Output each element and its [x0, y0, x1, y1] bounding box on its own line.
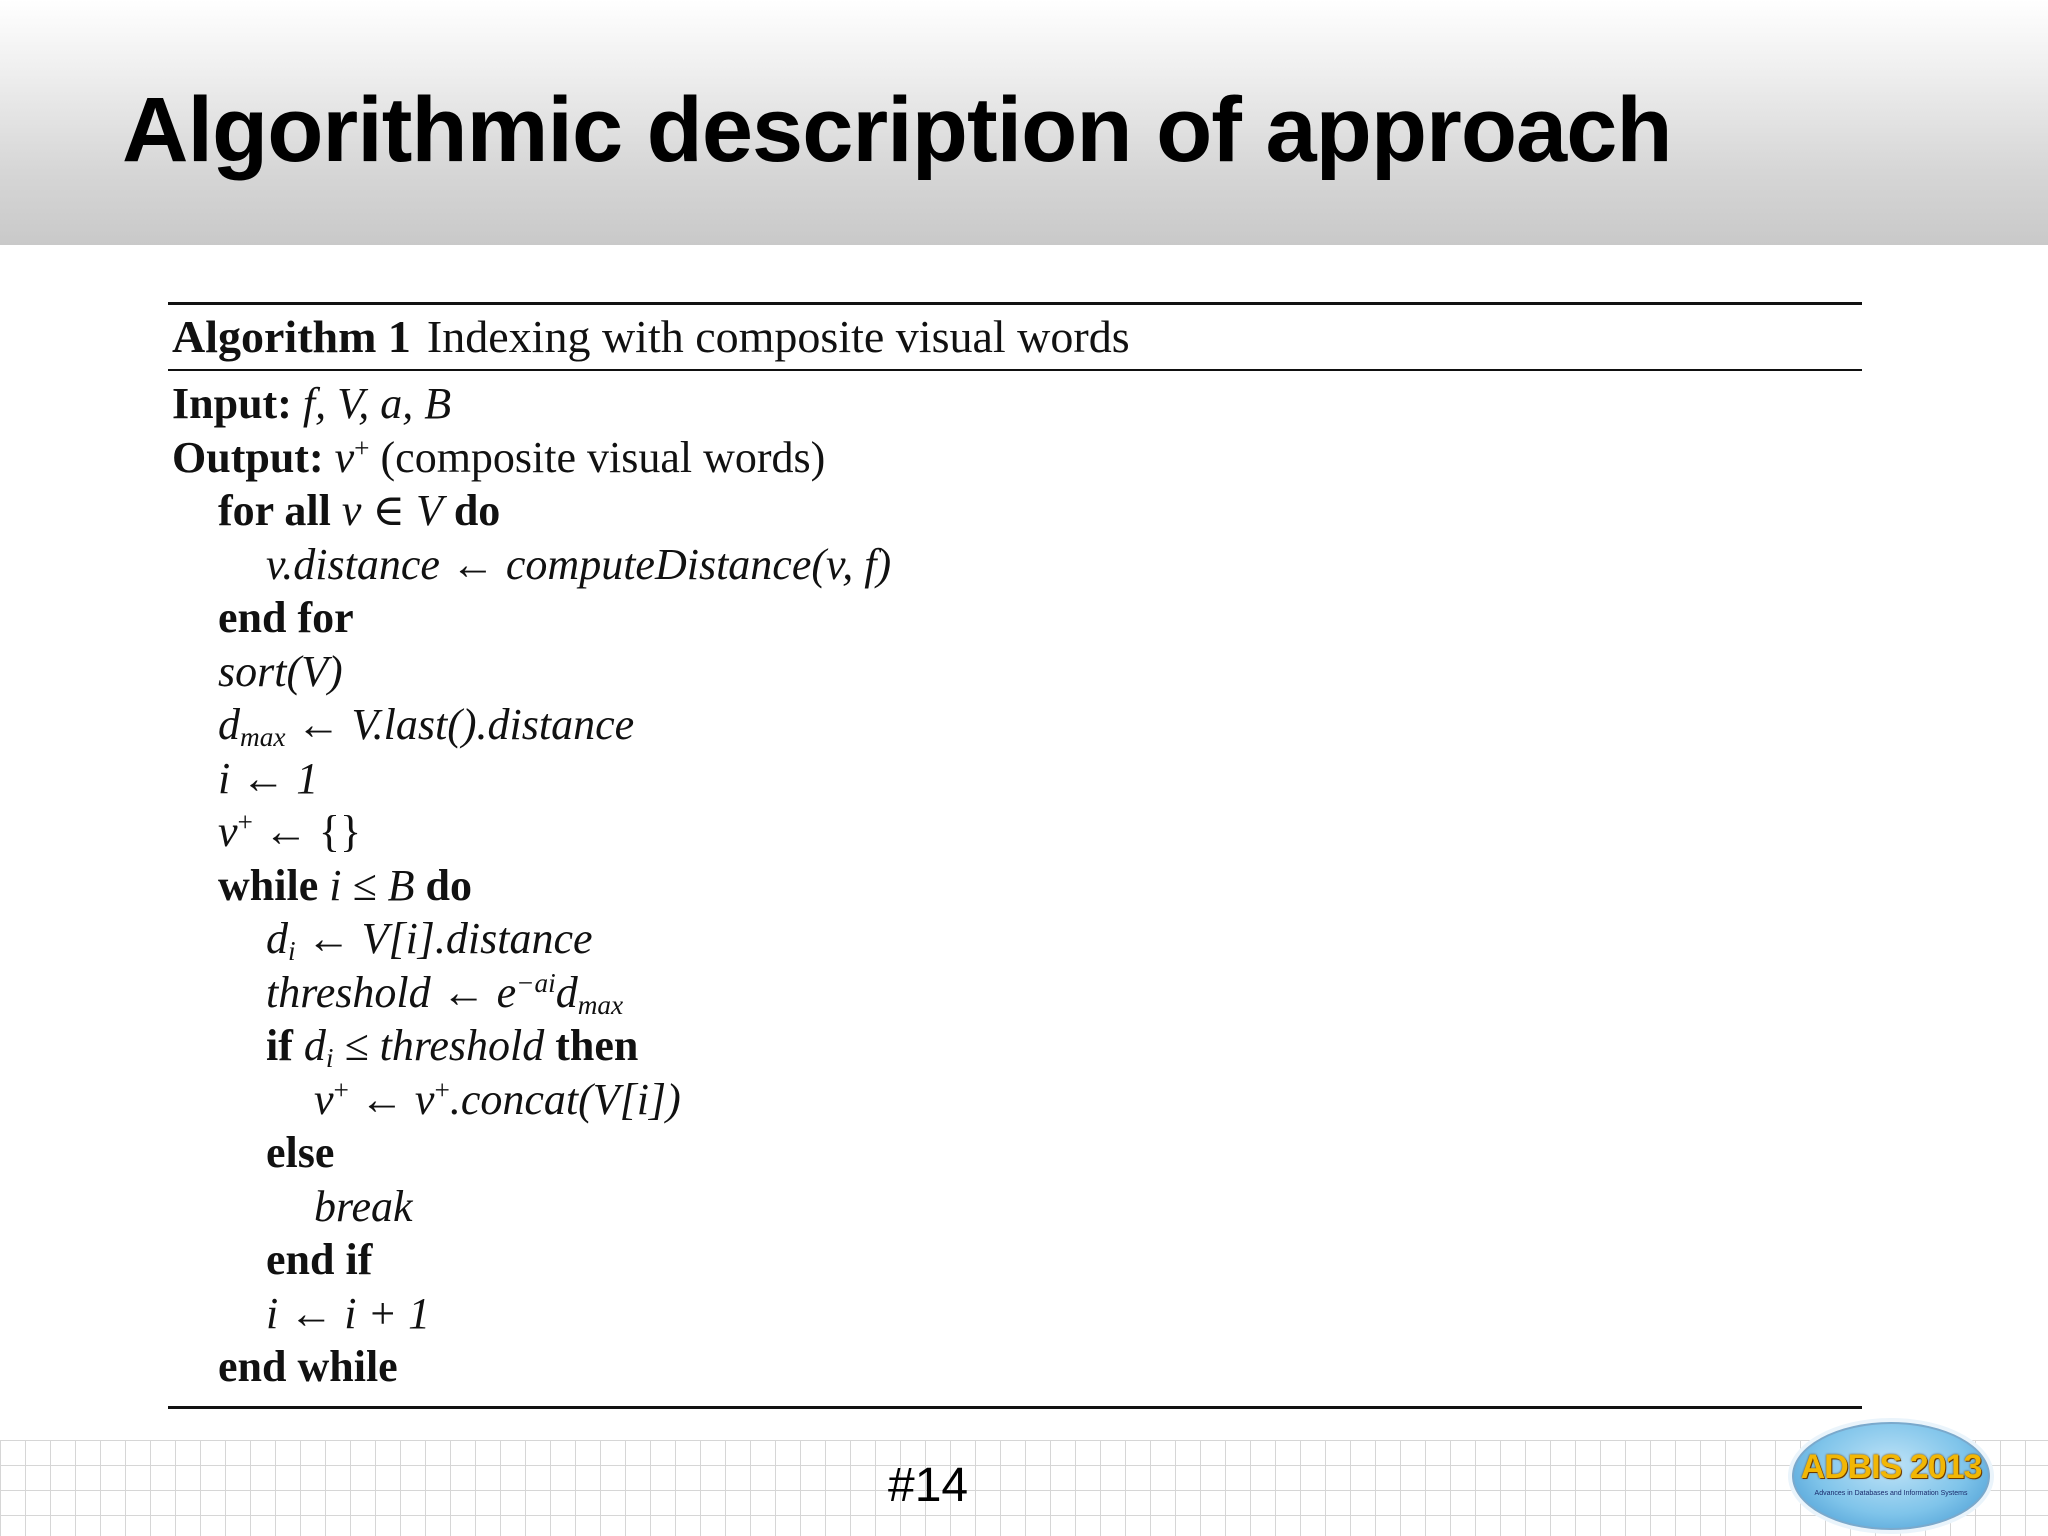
threshold-lhs: threshold ← e	[266, 967, 517, 1017]
output-sup: +	[354, 432, 370, 463]
vplus-base: v	[218, 807, 238, 856]
algo-for-line	[172, 484, 1862, 538]
algo-sort-line	[172, 645, 1862, 699]
di-sub: i	[288, 935, 296, 966]
vplus-rhs: ← {}	[263, 807, 362, 856]
end-while-keyword: end while	[218, 1342, 398, 1391]
slide-header	[0, 0, 2048, 245]
then-keyword: then	[555, 1021, 639, 1070]
algo-input-line	[172, 377, 1862, 431]
if-sub: i	[325, 1042, 334, 1073]
algo-vplus-init-line	[172, 805, 1862, 859]
sort-call: sort(V)	[218, 646, 343, 696]
algorithm-caption-text: Indexing with composite visual words	[426, 311, 1130, 362]
page-number: #14	[888, 1459, 969, 1512]
while-do-keyword: do	[425, 860, 472, 910]
break-keyword: break	[314, 1181, 413, 1231]
di-base: d	[266, 914, 288, 963]
end-if-keyword: end if	[266, 1235, 373, 1284]
for-do-keyword: do	[453, 486, 501, 535]
for-all-keyword: for all	[218, 486, 331, 535]
slide-footer-grid	[0, 1440, 2048, 1536]
algorithm-body	[168, 371, 1862, 1406]
di-rhs: ← V[i].distance	[306, 914, 593, 963]
i-init: i ← 1	[218, 753, 319, 803]
dmax-sub: max	[240, 721, 286, 752]
algo-threshold-line	[172, 966, 1862, 1020]
output-note: (composite visual words)	[380, 432, 826, 482]
algo-output-line	[172, 431, 1862, 485]
conference-logo	[1792, 1422, 1990, 1530]
if-rest: ≤ threshold	[344, 1021, 545, 1070]
if-d: d	[303, 1021, 326, 1070]
input-value: f, V, a, B	[302, 379, 452, 428]
algo-increment-line	[172, 1287, 1862, 1341]
for-var: v ∈ V	[341, 486, 443, 535]
increment: i ← i + 1	[266, 1288, 431, 1338]
concat-sup2: +	[434, 1074, 450, 1105]
logo-text: ADBIS 2013	[1800, 1448, 1982, 1486]
slide-title: Algorithmic description of approach	[122, 79, 1672, 181]
distance-assign: v.distance ← computeDistance(v, f)	[266, 539, 892, 589]
output-keyword: Output:	[172, 432, 324, 482]
algorithm-box	[168, 302, 1862, 1409]
algo-distance-line	[172, 538, 1862, 592]
end-for-keyword: end for	[218, 593, 354, 642]
while-keyword: while	[218, 860, 319, 910]
algorithm-caption	[168, 305, 1862, 369]
algo-endfor-line	[172, 591, 1862, 645]
algo-if-line	[172, 1019, 1862, 1073]
concat-sup1: +	[333, 1074, 349, 1105]
threshold-exp: −ai	[516, 967, 556, 998]
algo-break-line	[172, 1180, 1862, 1234]
threshold-d: d	[555, 967, 578, 1017]
algo-dmax-line	[172, 698, 1862, 752]
input-keyword: Input:	[172, 379, 292, 428]
output-var: v	[334, 432, 355, 482]
logo-subtitle: Advances in Databases and Information Systems	[1814, 1490, 1968, 1497]
algo-di-line	[172, 912, 1862, 966]
algo-while-line	[172, 859, 1862, 913]
concat-v: v	[314, 1074, 334, 1124]
algo-endif-line	[172, 1233, 1862, 1287]
algo-endwhile-line	[172, 1340, 1862, 1394]
algo-i-init-line	[172, 752, 1862, 806]
vplus-sup: +	[237, 807, 253, 837]
algorithm-bottom-rule	[168, 1406, 1862, 1409]
dmax-base: d	[218, 700, 240, 749]
algorithm-label: Algorithm 1	[172, 311, 411, 362]
else-keyword: else	[266, 1128, 335, 1177]
threshold-sub: max	[577, 989, 624, 1020]
algo-else-line	[172, 1126, 1862, 1180]
while-cond: i ≤ B	[329, 860, 415, 910]
concat-rhs: .concat(V[i])	[449, 1074, 681, 1124]
algo-concat-line	[172, 1073, 1862, 1127]
if-keyword: if	[266, 1021, 293, 1070]
concat-mid: ← v	[359, 1074, 435, 1124]
dmax-rhs: ← V.last().distance	[296, 700, 635, 749]
